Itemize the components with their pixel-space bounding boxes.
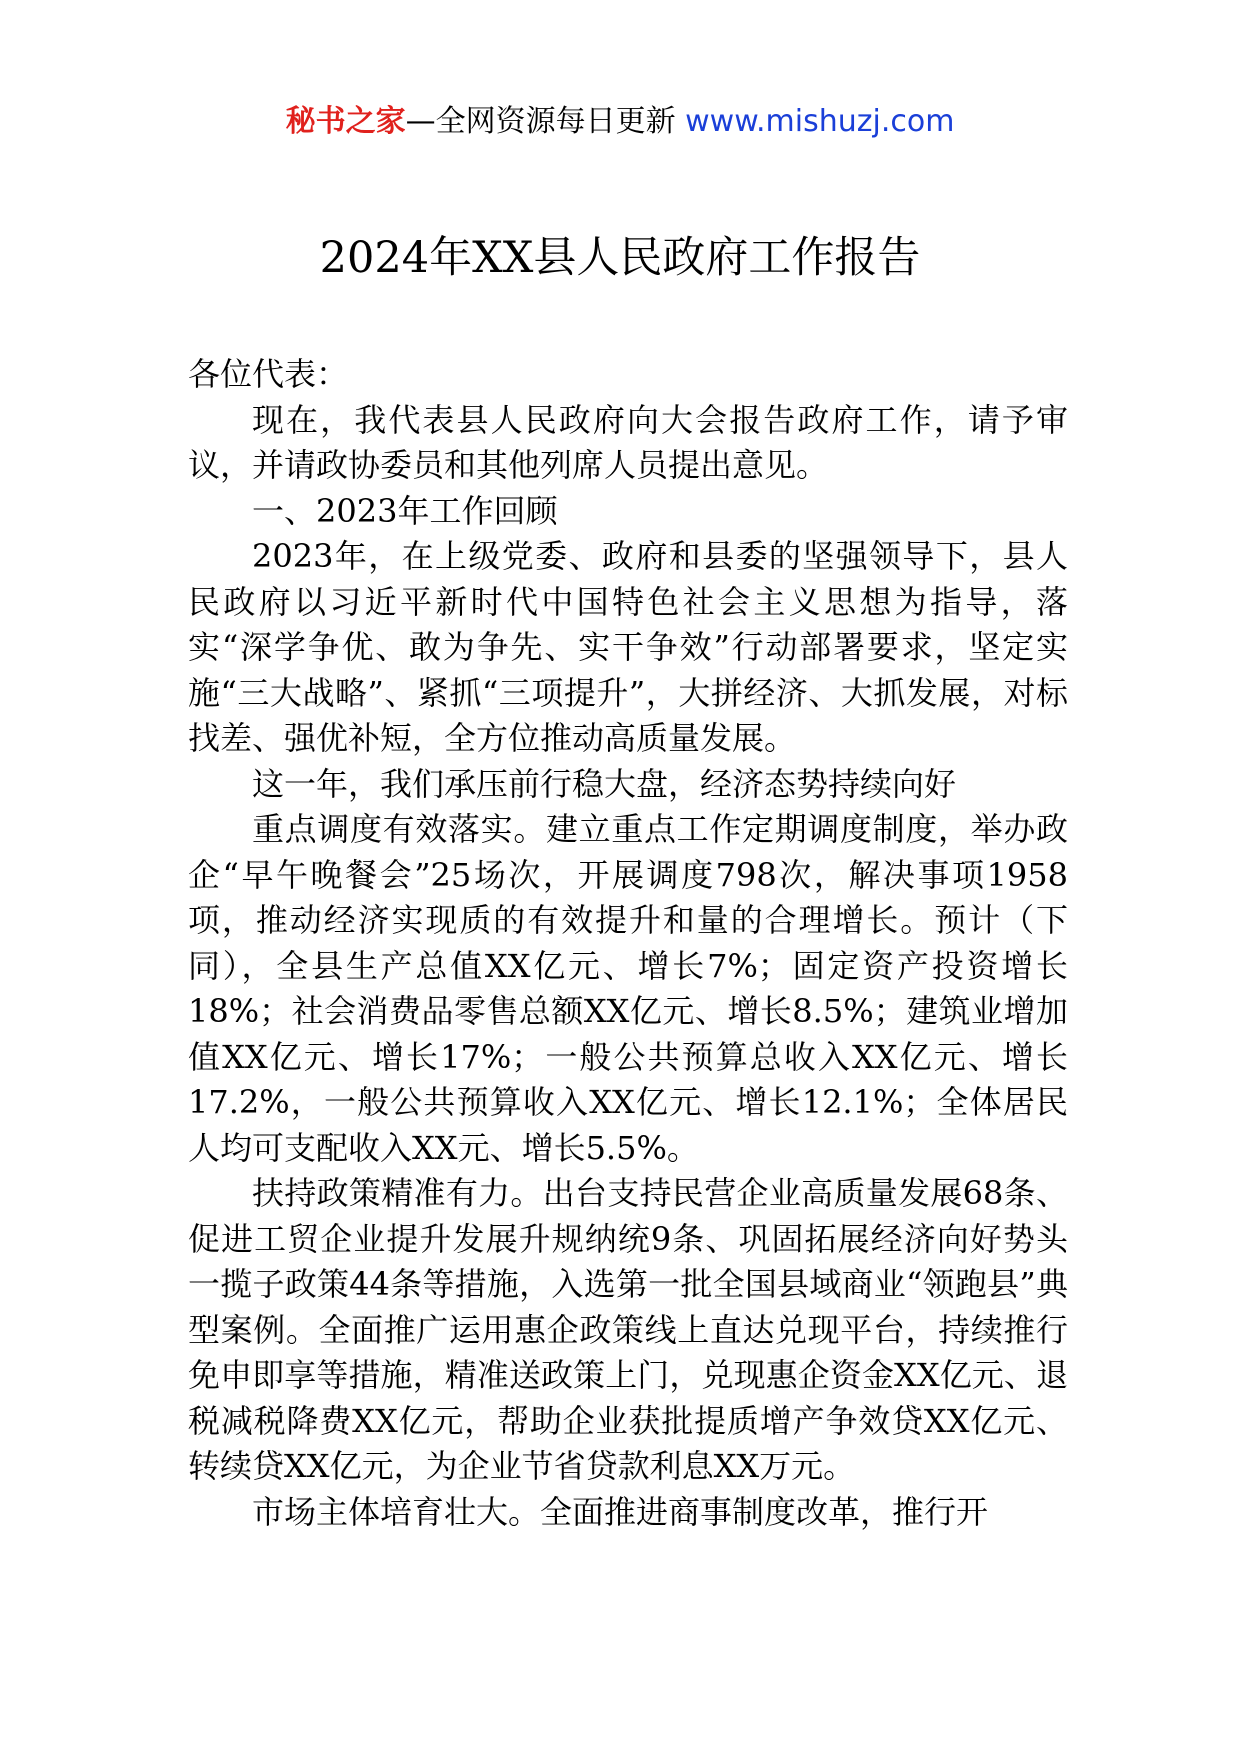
document-title: 2024年XX县人民政府工作报告 [319,233,921,283]
site-url-link[interactable]: www.mishuzj.com [685,104,955,139]
paragraph-intro: 现在，我代表县人民政府向大会报告政府工作，请予审议，并请政协委员和其他列席人员提出意见。 [188,400,1068,484]
paragraph-overview: 2023年，在上级党委、政府和县委的坚强领导下，县人民政府以习近平新时代中国特色社会主义思想为指导，落实“深学争优、敢为争先、实干争效”行动部署要求，坚定实施“三大战略”、紧抓“三项提升”，大拼经济、大抓发展，对标找差、强优补短，全方位推动高质量发展。 [188,537,1068,757]
site-brand: 秘书之家 [285,104,406,139]
site-header [0,102,1240,142]
subsection-heading: 这一年，我们承压前行稳大盘，经济态势持续向好 [252,764,957,803]
paragraph-policy: 扶持政策精准有力。出台支持民营企业高质量发展68条、促进工贸企业提升发展升规纳统9条、巩固拓展经济向好势头一揽子政策44条等措施，入选第一批全国县域商业“领跑县”典型案例。全面推广运用惠企政策线上直达兑现平台，持续推行免申即享等措施，精准送政策上门，兑现惠企资金XX亿元、退税减税降费XX亿元，帮助企业获批提质增产争效贷XX亿元、转续贷XX亿元，为企业节省贷款利息XX万元。 [188,1174,1068,1485]
paragraph-market: 市场主体培育壮大。全面推进商事制度改革，推行开 [252,1492,989,1531]
paragraph-scheduling: 重点调度有效落实。建立重点工作定期调度制度，举办政企“早午晚餐会”25场次，开展调度798次，解决事项1958项，推动经济实现质的有效提升和量的合理增长。预计（下同），全县生产总值XX亿元、增长7%；固定资产投资增长18%；社会消费品零售总额XX亿元、增长8.5%；建筑业增加值XX亿元、增长17%；一般公共预算总收入XX亿元、增长17.2%，一般公共预算收入XX亿元、增长12.1%；全体居民人均可支配收入XX元、增长5.5%。 [188,810,1068,1167]
section-heading: 一、2023年工作回顾 [252,491,558,530]
site-tagline: —全网资源每日更新 [405,104,676,139]
salutation: 各位代表： [188,355,349,393]
document-body [188,352,1068,1535]
